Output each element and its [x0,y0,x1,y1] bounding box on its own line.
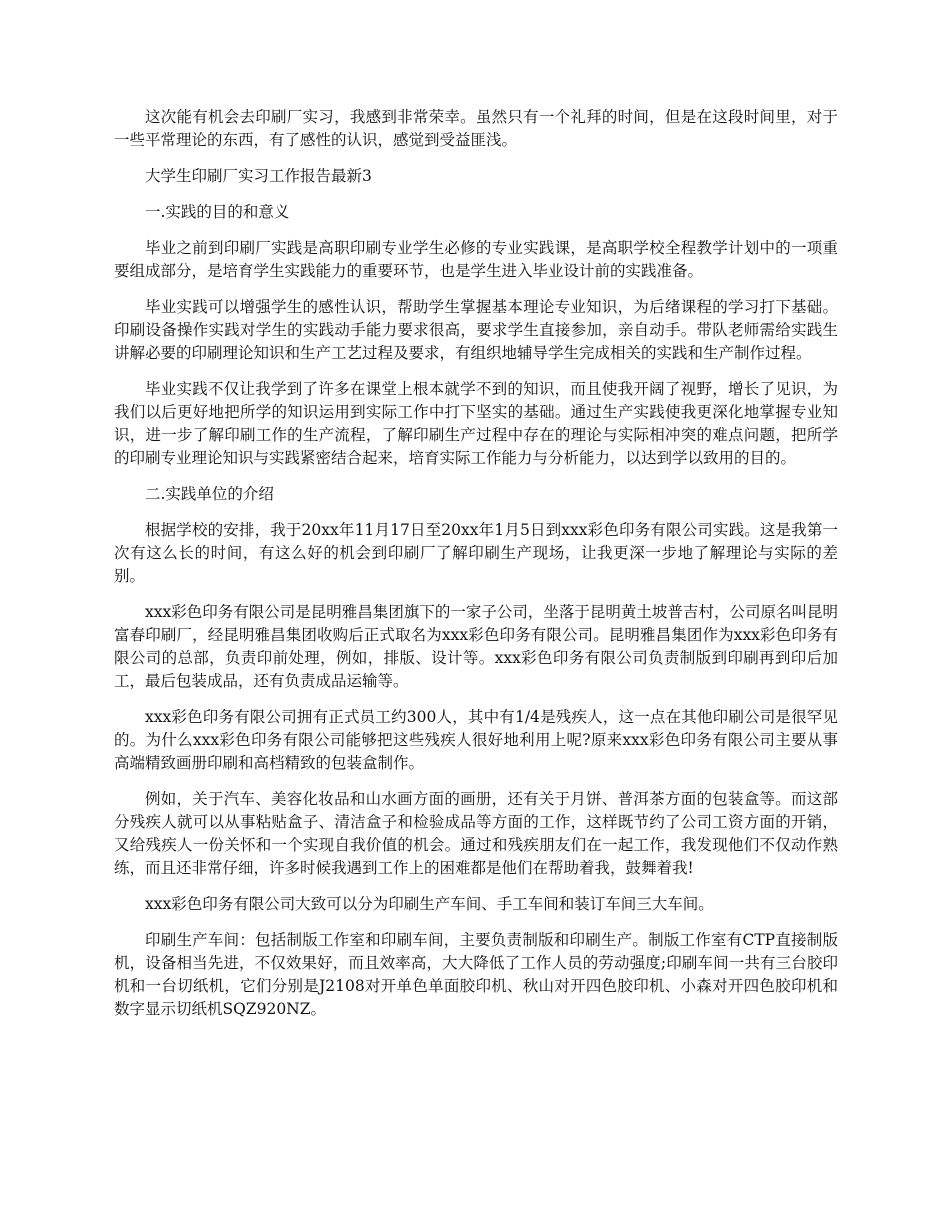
report-title: 大学生印刷厂实习工作报告最新3 [145,167,372,185]
paragraph-unit-6: 印刷生产车间：包括制版工作室和印刷车间，主要负责制版和印刷生产。制版工作室有CTP直接制版机，设备相当先进，不仅效果好，而且效率高，大大降低了工作人员的劳动强度;印刷车间一共有三台胶印机和一台切纸机，它们分别是J2108对开单色单面胶印机、秋山对开四色胶印机、小森对开四色胶印机和数字显示切纸机SQZ920NZ。 [114,931,838,1018]
document-page [114,106,838,1034]
paragraph-intro-fortune: 这次能有机会去印刷厂实习，我感到非常荣幸。虽然只有一个礼拜的时间，但是在这段时间里，对于一些平常理论的东西，有了感性的认识，感觉到受益匪浅。 [114,108,838,149]
paragraph-unit-5: xxx彩色印务有限公司大致可以分为印刷生产车间、手工车间和装订车间三大车间。 [145,895,714,913]
paragraph-unit-4: 例如，关于汽车、美容化妆品和山水画方面的画册，还有关于月饼、普洱茶方面的包装盒等。而这部分残疾人就可以从事粘贴盒子、清洁盒子和检验成品等方面的工作，这样既节约了公司工资方面的开销，又给残疾人一份关怀和一个实现自我价值的机会。通过和残疾朋友们在一起工作，我发现他们不仅动作熟练，而且还非常仔细，许多时候我遇到工作上的困难都是他们在帮助着我，鼓舞着我! [114,790,838,877]
paragraph-unit-3: xxx彩色印务有限公司拥有正式员工约300人，其中有1/4是残疾人，这一点在其他印刷公司是很罕见的。为什么xxx彩色印务有限公司能够把这些残疾人很好地利用上呢?原来xxx彩色印务有限公司主要从事高端精致画册印刷和高档精致的包装盒制作。 [114,708,838,772]
paragraph-unit-1: 根据学校的安排，我于20xx年11月17日至20xx年1月5日到xxx彩色印务有限公司实践。这是我第一次有这么长的时间，有这么好的机会到印刷厂了解印刷生产现场，让我更深一步地了解理论与实际的差别。 [114,521,838,585]
section-heading-purpose: 一.实践的目的和意义 [145,203,290,221]
section-heading-unit: 二.实践单位的介绍 [145,485,274,503]
paragraph-purpose-3: 毕业实践不仅让我学到了许多在课堂上根本就学不到的知识，而且使我开阔了视野，增长了见识，为我们以后更好地把所学的知识运用到实际工作中打下坚实的基础。通过生产实践使我更深化地掌握专业知识，进一步了解印刷工作的生产流程，了解印刷生产过程中存在的理论与实际相冲突的难点问题，把所学的印刷专业理论知识与实践紧密结合起来，培育实际工作能力与分析能力，以达到学以致用的目的。 [114,380,838,467]
paragraph-purpose-1: 毕业之前到印刷厂实践是高职印刷专业学生必修的专业实践课，是高职学校全程教学计划中的一项重要组成部分，是培育学生实践能力的重要环节，也是学生进入毕业设计前的实践准备。 [114,239,838,280]
paragraph-purpose-2: 毕业实践可以增强学生的感性认识，帮助学生掌握基本理论专业知识，为后绪课程的学习打下基础。印刷设备操作实践对学生的实践动手能力要求很高，要求学生直接参加，亲自动手。带队老师需给实践生讲解必要的印刷理论知识和生产工艺过程及要求，有组织地辅导学生完成相关的实践和生产制作过程。 [114,298,838,362]
paragraph-unit-2: xxx彩色印务有限公司是昆明雅昌集团旗下的一家子公司，坐落于昆明黄土坡普吉村，公司原名叫昆明富春印刷厂，经昆明雅昌集团收购后正式取名为xxx彩色印务有限公司。昆明雅昌集团作为xxx彩色印务有限公司的总部，负责印前处理，例如，排版、设计等。xxx彩色印务有限公司负责制版到印刷再到印后加工，最后包装成品，还有负责成品运输等。 [114,603,838,690]
